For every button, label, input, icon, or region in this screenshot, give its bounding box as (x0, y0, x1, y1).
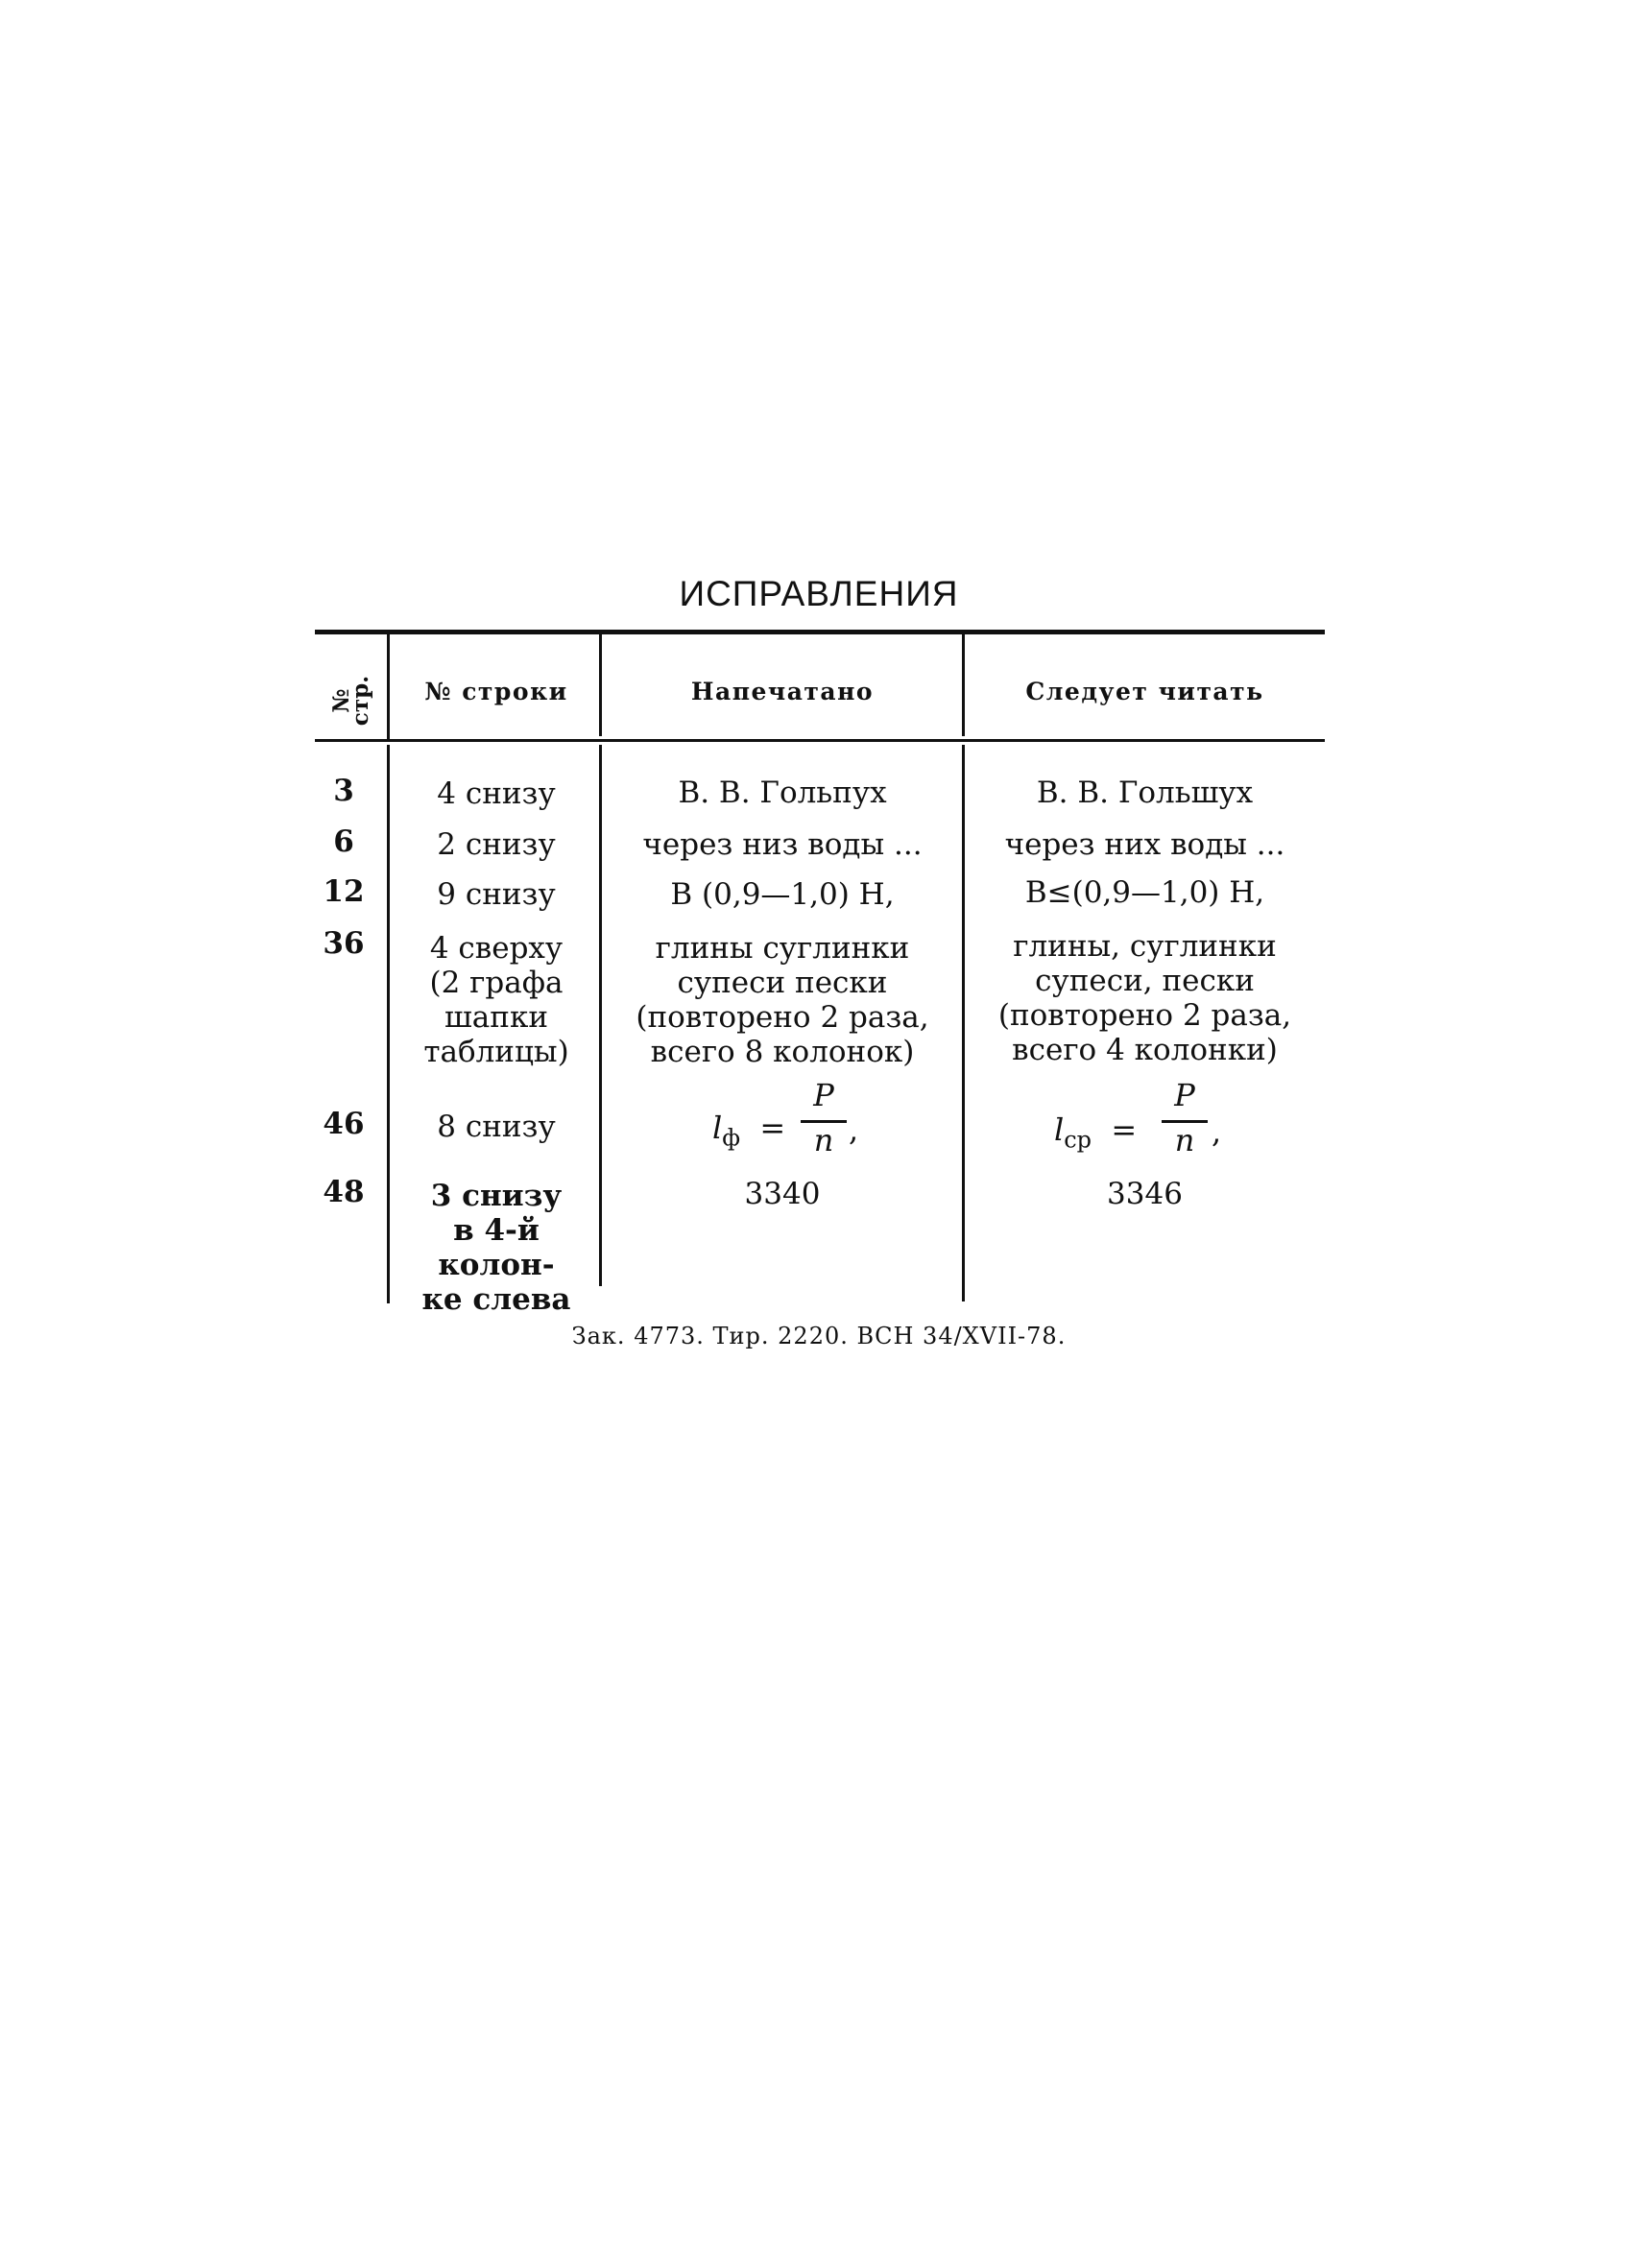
formula-read: $l_{ср}$ = (1054, 1111, 1138, 1154)
column-divider (387, 745, 390, 1303)
cell-read: 3346 (1107, 1177, 1183, 1211)
cell-line-text: 3 снизу (430, 1179, 563, 1213)
cell-line: 9 снизу (437, 877, 556, 912)
cell-line: 2 снизу (437, 827, 556, 862)
page-title: ИСПРАВЛЕНИЯ (679, 574, 959, 613)
formula-printed-numerator: P (813, 1077, 834, 1113)
cell-line-text: таблицы) (423, 1035, 569, 1069)
formula-read-denominator: n (1174, 1122, 1195, 1158)
cell-page: 12 (323, 874, 365, 909)
column-divider (387, 634, 390, 740)
column-divider (599, 634, 602, 736)
header-page-number: № стр. (328, 675, 373, 727)
formula-printed: $l_ф$ = (712, 1110, 786, 1152)
column-divider (962, 634, 965, 736)
header-separator-rule (315, 739, 1325, 742)
formula-printed-denominator: n (813, 1122, 834, 1158)
cell-printed-text: супеси пески (677, 966, 888, 1000)
cell-read-text: глины, суглинки (1013, 929, 1277, 964)
cell-read (965, 929, 1325, 1067)
header-printed: Напечатано (690, 678, 875, 705)
cell-line: 4 снизу (437, 776, 556, 811)
cell-page: 3 (333, 774, 354, 808)
cell-page: 36 (323, 926, 365, 961)
cell-line-text: (2 графа (429, 966, 564, 1000)
print-footer: Зак. 4773. Тир. 2220. ВСН 34/XVII-78. (571, 1323, 1067, 1349)
cell-printed (605, 931, 960, 1069)
header-line-number: № строки (424, 678, 568, 705)
cell-read-text: всего 4 колонки) (1012, 1033, 1278, 1067)
cell-read: В≤(0,9—1,0) Н, (1024, 875, 1265, 910)
cell-line: 8 снизу (437, 1110, 556, 1144)
formula-comma: , (849, 1111, 859, 1148)
formula-read-numerator: P (1174, 1077, 1195, 1113)
cell-line-text: в 4-й колон- (438, 1213, 555, 1282)
table-top-rule (315, 630, 1325, 634)
cell-printed-text: глины суглинки (655, 931, 910, 966)
cell-printed-text: (повторено 2 раза, (636, 1000, 929, 1035)
cell-printed: 3340 (744, 1177, 821, 1211)
header-should-read: Следует читать (1025, 678, 1264, 705)
cell-line-text: шапки (444, 1000, 548, 1035)
cell-printed: В (0,9—1,0) Н, (670, 877, 895, 912)
cell-page: 46 (323, 1107, 365, 1141)
cell-page: 6 (333, 824, 354, 859)
cell-page: 48 (323, 1175, 365, 1209)
cell-read-text: супеси, пески (1035, 964, 1255, 998)
cell-printed: В. В. Гольпух (678, 776, 887, 810)
cell-line (392, 1179, 601, 1317)
cell-printed: через низ воды ... (642, 827, 923, 862)
cell-line-text: 4 сверху (429, 931, 564, 966)
cell-read-text: (повторено 2 раза, (997, 998, 1292, 1033)
cell-line (392, 931, 601, 1069)
cell-line-text: ке слева (421, 1282, 571, 1317)
formula-comma: , (1212, 1113, 1222, 1150)
cell-printed-text: всего 8 колонок) (650, 1035, 915, 1069)
cell-read: через них воды ... (1004, 827, 1285, 862)
cell-read: В. В. Гольшух (1036, 776, 1254, 810)
